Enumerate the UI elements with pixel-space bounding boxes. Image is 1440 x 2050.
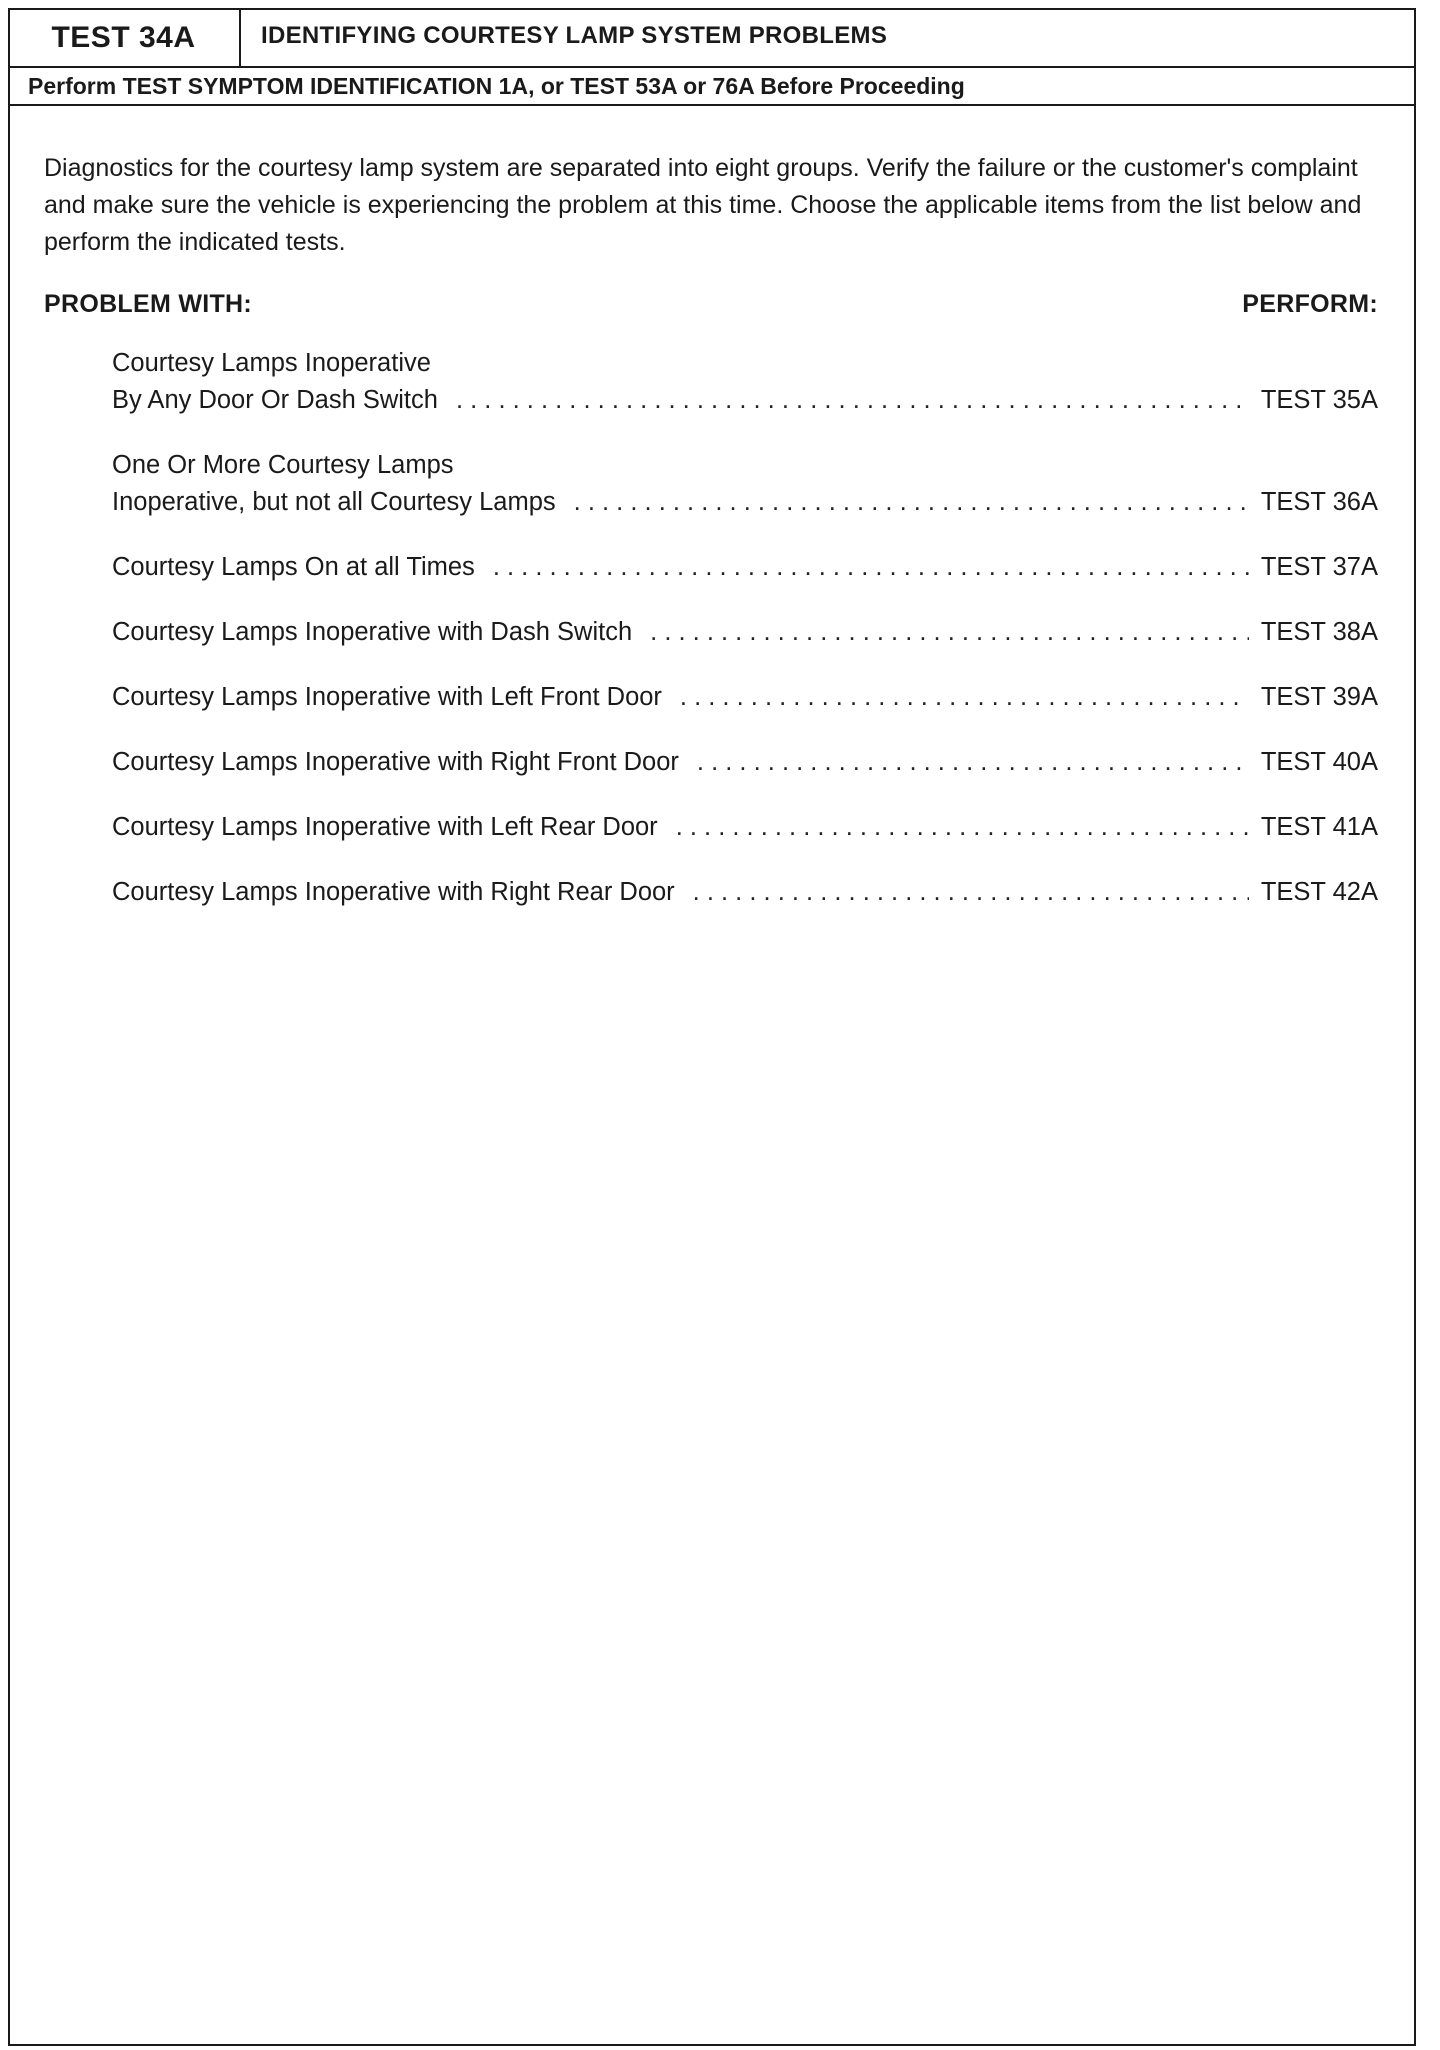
header-row xyxy=(8,8,1416,66)
problem-label: Courtesy Lamps Inoperative with Dash Switch xyxy=(112,618,633,646)
problem-label: By Any Door Or Dash Switch xyxy=(112,386,438,414)
test-reference: TEST 35A xyxy=(1260,386,1378,414)
intro-paragraph: Diagnostics for the courtesy lamp system are separated into eight groups. Verify the failure or the customer's complaint and make sure the vehicle is experiencing the problem at this time. Choose the applicable items from the list below and perform the indicated tests. xyxy=(44,154,1362,256)
problem-column-header: PROBLEM WITH: xyxy=(44,290,253,318)
list-item xyxy=(112,447,1378,521)
dot-leader xyxy=(456,382,1249,419)
dot-leader xyxy=(693,874,1249,911)
test-reference: TEST 42A xyxy=(1260,878,1378,906)
list-item xyxy=(112,744,1378,781)
perform-column-header: PERFORM: xyxy=(1242,290,1378,318)
leader-line xyxy=(112,874,1378,911)
leader-line xyxy=(112,809,1378,846)
test-reference: TEST 38A xyxy=(1260,618,1378,646)
problem-label-line1: Courtesy Lamps Inoperative xyxy=(112,349,431,377)
dot-leader xyxy=(676,809,1249,846)
leader-line xyxy=(112,484,1378,521)
test-id: TEST 34A xyxy=(8,8,241,68)
list-item xyxy=(112,874,1378,911)
list-item xyxy=(112,345,1378,419)
leader-line xyxy=(112,744,1378,781)
page-title: IDENTIFYING COURTESY LAMP SYSTEM PROBLEMS xyxy=(261,22,888,49)
dot-leader xyxy=(650,614,1249,651)
list-item xyxy=(112,614,1378,651)
prerequisite-note: Perform TEST SYMPTOM IDENTIFICATION 1A, or TEST 53A or 76A Before Proceeding xyxy=(8,66,1416,106)
problem-label: Courtesy Lamps Inoperative with Left Rear Door xyxy=(112,813,658,841)
leader-line xyxy=(112,382,1378,419)
test-reference: TEST 40A xyxy=(1260,748,1378,776)
test-reference: TEST 39A xyxy=(1260,683,1378,711)
list-item xyxy=(112,549,1378,586)
problem-label: Courtesy Lamps Inoperative with Right Rear Door xyxy=(112,878,675,906)
dot-leader xyxy=(574,484,1249,521)
leader-line xyxy=(112,614,1378,651)
problem-label: Inoperative, but not all Courtesy Lamps xyxy=(112,488,556,516)
problem-label: Courtesy Lamps Inoperative with Left Front Door xyxy=(112,683,662,711)
test-reference: TEST 41A xyxy=(1260,813,1378,841)
test-reference: TEST 37A xyxy=(1260,553,1378,581)
problem-label: Courtesy Lamps On at all Times xyxy=(112,553,475,581)
problem-label: Courtesy Lamps Inoperative with Right Front Door xyxy=(112,748,679,776)
problem-list xyxy=(112,345,1378,939)
leader-line xyxy=(112,549,1378,586)
list-item xyxy=(112,809,1378,846)
dot-leader xyxy=(697,744,1249,781)
dot-leader xyxy=(493,549,1249,586)
problem-label-line1: One Or More Courtesy Lamps xyxy=(112,451,454,479)
test-reference: TEST 36A xyxy=(1260,488,1378,516)
list-item xyxy=(112,679,1378,716)
leader-line xyxy=(112,679,1378,716)
dot-leader xyxy=(680,679,1249,716)
